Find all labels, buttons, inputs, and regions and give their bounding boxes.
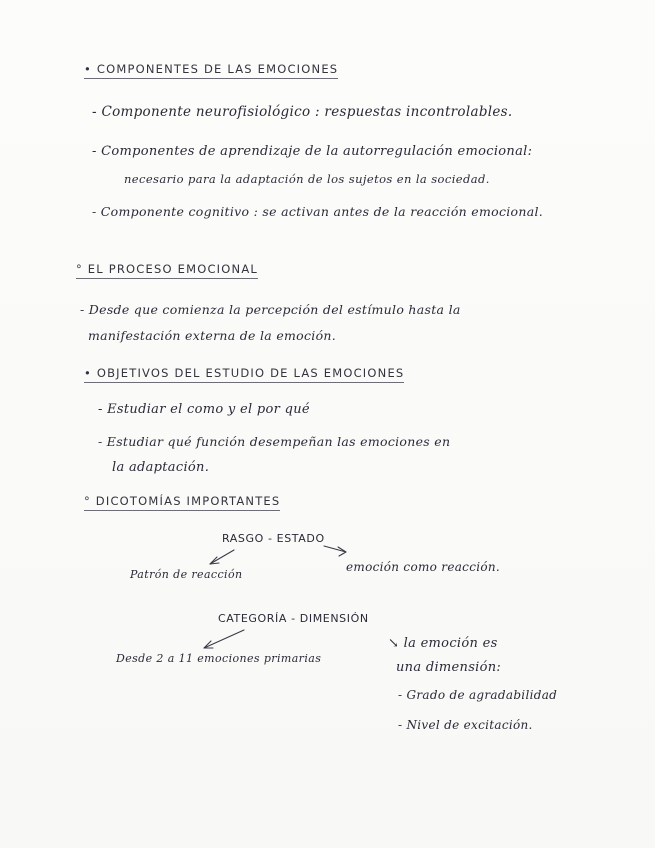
arrow-estado-icon — [324, 546, 346, 552]
arrow-rasgo-icon — [210, 550, 234, 564]
categoria-dimension: CATEGORÍA - DIMENSIÓN — [218, 612, 369, 625]
heading-proceso: ° EL PROCESO EMOCIONAL — [76, 262, 258, 279]
objetivos-item-3: la adaptación. — [112, 460, 210, 475]
rasgo-estado: RASGO - ESTADO — [222, 532, 325, 545]
emocion-como-reaccion: emoción como reacción. — [346, 560, 501, 574]
emocion-dimension-2: una dimensión: — [396, 660, 502, 675]
heading-dicotomias: ° DICOTOMÍAS IMPORTANTES — [84, 494, 280, 511]
componentes-item-2-cont: necesario para la adaptación de los sujetos en la sociedad. — [124, 172, 490, 186]
grado-agradabilidad: - Grado de agradabilidad — [398, 688, 558, 702]
heading-componentes: • COMPONENTES DE LAS EMOCIONES — [84, 62, 338, 79]
arrow-categoria-icon — [204, 630, 244, 648]
objetivos-item-2: - Estudiar qué función desempeñan las emociones en — [98, 434, 451, 449]
proceso-item-1: - Desde que comienza la percepción del estímulo hasta la — [80, 302, 461, 317]
objetivos-item-1: - Estudiar el como y el por qué — [98, 402, 310, 417]
componentes-item-1: - Componente neurofisiológico : respuestas incontrolables. — [92, 104, 513, 120]
nivel-excitacion: - Nivel de excitación. — [398, 718, 533, 732]
patron-reaccion: Patrón de reacción — [130, 568, 243, 581]
componentes-item-3: - Componente cognitivo : se activan antes de la reacción emocional. — [92, 204, 544, 219]
proceso-item-2: manifestación externa de la emoción. — [88, 328, 337, 343]
componentes-item-2: - Componentes de aprendizaje de la autorregulación emocional: — [92, 144, 533, 159]
emocion-dimension-1: ↘ la emoción es — [388, 636, 498, 651]
desde-emociones-primarias: Desde 2 a 11 emociones primarias — [116, 652, 322, 665]
heading-objetivos: • OBJETIVOS DEL ESTUDIO DE LAS EMOCIONES — [84, 366, 404, 383]
